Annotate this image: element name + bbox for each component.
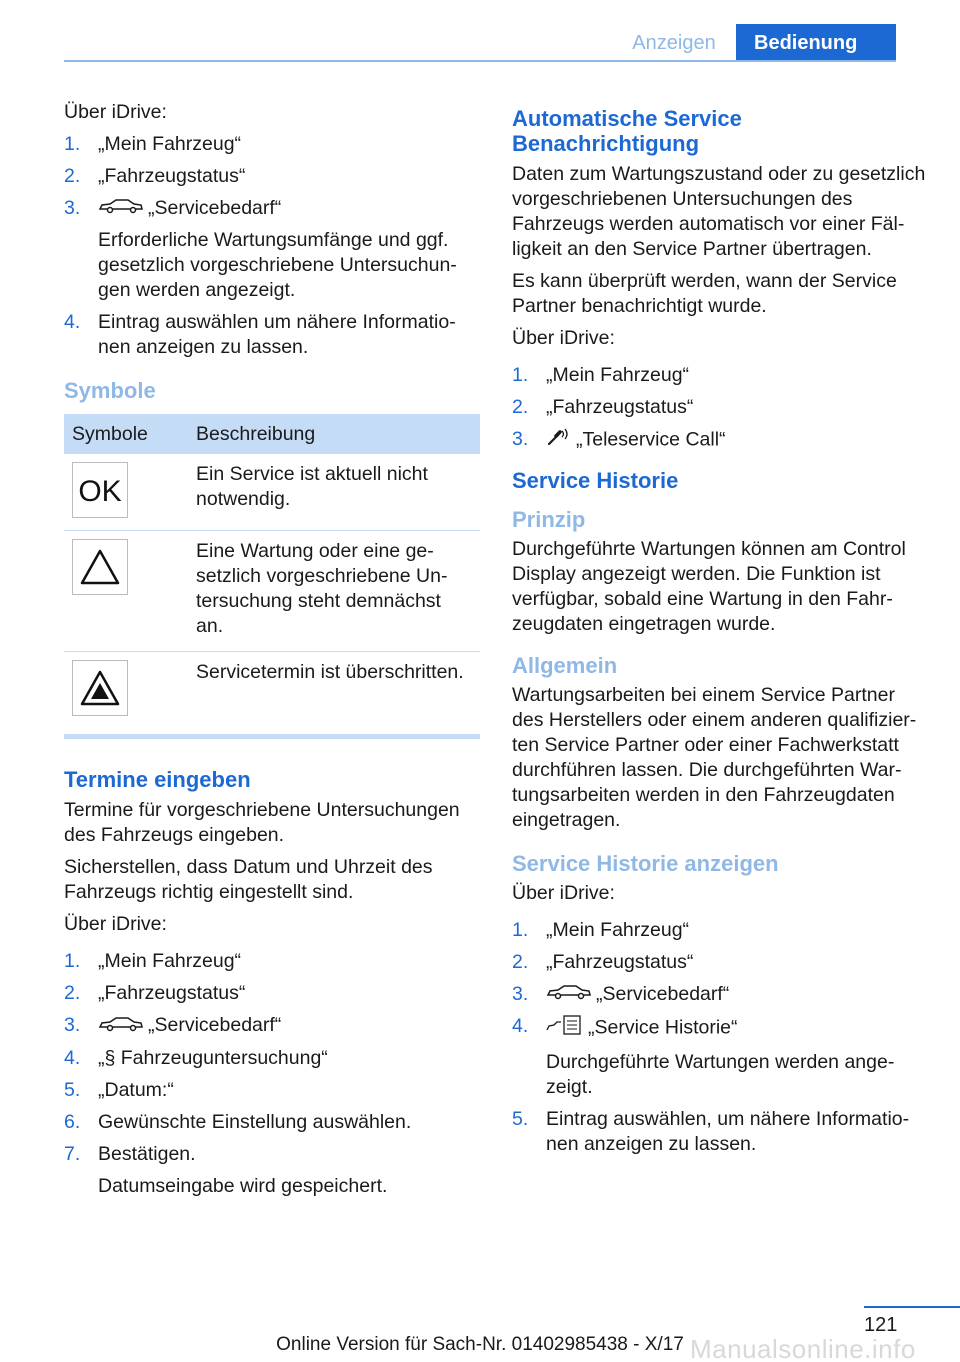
left-column [64,100,480,1206]
warning-triangle-icon [72,539,128,595]
description-cell: Eine Wartung oder eine gesetzlich vorgeschriebene Untersuchung steht demnächst an. [188,531,480,652]
historie-steps-list [512,918,928,1157]
list-item [512,1107,928,1157]
termine-intro: Über iDrive: [64,913,167,936]
termine-paragraph-1: Termine für vorgeschriebene Untersuchungen des Fahrzeugs eingeben. [64,799,460,847]
step-number: 1. [64,133,81,155]
description-cell: Ein Service ist aktuell nicht notwendig. [188,454,480,531]
step-text: Eintrag auswählen, um nähere Informationen anzeigen zu lassen. [546,1108,910,1156]
tab-anzeigen[interactable]: Anzeigen [632,32,716,54]
step-text: „Servicebedarf“ [596,983,730,1005]
step-number: 3. [64,1014,81,1037]
list-item [64,310,480,360]
table-row [64,652,480,729]
teleservice-steps-list [512,363,928,454]
step-number: 2. [512,951,529,973]
tab-bedienung[interactable]: Bedienung [736,24,896,62]
auto-service-heading: Automatische Service Benachrichtigung [512,106,742,156]
step-number: 3. [512,428,529,450]
table-bottom-rule [64,734,480,739]
symbol-cell [64,454,188,531]
step-number: 2. [512,396,529,418]
online-version-footer: Online Version für Sach-Nr. 01402985438 - X/17 [276,1334,684,1355]
step-number: 4. [512,1015,529,1038]
list-item [512,427,928,454]
list-item [64,1078,480,1103]
header-divider [64,60,896,62]
car-service-icon [546,982,592,1007]
step-number: 2. [64,982,81,1005]
step-number: 1. [64,950,81,973]
step-text: „Fahrzeugstatus“ [546,396,694,418]
step-number: 1. [512,364,529,386]
list-item [512,395,928,420]
intro-text: Über iDrive: [64,101,167,123]
watermark: Manualsonline.info [690,1334,916,1362]
auto-paragraph-1: Daten zum Wartungszustand oder zu gesetzlich vorgeschriebenen Untersuchungen des Fahrzeugs werden automatisch vor einer Fälligkeit an den Service Partner übertragen. [512,163,926,260]
step-text: „Mein Fahrzeug“ [98,133,242,155]
table-row [64,531,480,652]
table-header-row [64,414,480,454]
page-number-rule [864,1306,960,1308]
step-description: Erforderliche Wartungsumfänge und ggf. gesetzlich vorgeschriebene Untersuchungen werden angezeigt. [98,229,457,302]
step-number: 4. [64,311,81,334]
step-text: „Mein Fahrzeug“ [546,919,690,941]
list-item [512,950,928,975]
list-item [512,982,928,1007]
prinzip-paragraph: Durchgeführte Wartungen können am Control Display angezeigt werden. Die Funktion ist verfügbar, sobald eine Wartung in den Fahrzeugdaten eingetragen wurde. [512,538,906,635]
step-number: 6. [64,1110,81,1133]
step-text: „Fahrzeugstatus“ [546,951,694,973]
column-header-symbole: Symbole [64,414,188,454]
list-item [64,164,480,189]
service-history-icon [546,1014,584,1043]
step-text: Eintrag auswählen um nähere Informationen anzeigen zu lassen. [98,311,456,359]
auto-paragraph-2: Es kann überprüft werden, wann der Service Partner benachrichtigt wurde. [512,270,897,317]
termine-heading: Termine eingeben [64,767,251,793]
step-number: 5. [64,1078,81,1101]
overdue-triangle-icon [72,660,128,716]
step-text: „Mein Fahrzeug“ [546,364,690,386]
allgemein-heading: Allgemein [512,653,618,678]
service-steps-list [64,132,480,360]
symbol-cell [64,652,188,729]
step-number: 4. [64,1046,81,1069]
step-text: „Servicebedarf“ [148,1014,282,1037]
prinzip-heading: Prinzip [512,507,586,532]
column-header-beschreibung: Beschreibung [188,414,480,454]
car-service-icon [98,196,144,221]
termine-paragraph-2: Sicherstellen, dass Datum und Uhrzeit des Fahrzeugs richtig eingestellt sind. [64,856,433,904]
step-text: „Datum:“ [98,1078,174,1101]
step-description: Datumseingabe wird gespeichert. [98,1174,388,1197]
description-cell: Servicetermin ist überschritten. [196,661,464,684]
step-number: 3. [64,197,81,219]
teleservice-wrench-icon [546,427,572,454]
car-service-icon [98,1014,144,1039]
step-text: „Fahrzeugstatus“ [98,165,246,187]
list-item [512,918,928,943]
step-text: „Teleservice Call“ [576,428,726,451]
list-item [64,1142,480,1199]
step-text: „Mein Fahrzeug“ [98,950,242,973]
list-item [64,949,480,974]
list-item [512,1014,928,1100]
list-item [64,1110,480,1135]
svg-text:OK: OK [78,475,122,509]
table-row [64,454,480,531]
step-text: „Fahrzeugstatus“ [98,982,246,1005]
list-item [64,132,480,157]
anzeigen-intro: Über iDrive: [512,882,615,904]
step-number: 5. [512,1108,529,1131]
page-header [0,0,960,62]
list-item [64,196,480,303]
auto-intro: Über iDrive: [512,327,615,349]
right-column [512,100,928,1164]
list-item [64,981,480,1006]
symbols-table [64,414,480,728]
page-number: 121 [864,1314,898,1336]
service-historie-heading: Service Historie [512,468,679,493]
step-text: „§ Fahrzeuguntersuchung“ [98,1046,328,1069]
termine-steps-list [64,949,480,1198]
step-text: Gewünschte Einstellung auswählen. [98,1110,412,1133]
ok-icon [72,462,128,518]
step-number: 1. [512,919,529,941]
symbol-cell [64,531,188,652]
list-item [512,363,928,388]
list-item [64,1046,480,1071]
historie-anzeigen-heading: Service Historie anzeigen [512,851,779,876]
step-number: 7. [64,1142,81,1165]
step-text: „Servicebedarf“ [148,197,282,219]
step-number: 2. [64,165,81,187]
step-text: „Service Historie“ [588,1017,738,1039]
list-item [64,1013,480,1038]
symbole-heading: Symbole [64,378,156,404]
allgemein-paragraph: Wartungsarbeiten bei einem Service Partner des Herstellers oder einem anderen qualifizierten Service Partner oder einer Fachwerkstatt durchführen lassen. Die durchgeführten Wartungsarbeiten werden in den Fahrzeugdaten eingetragen. [512,684,917,831]
step-number: 3. [512,983,529,1005]
step-text: Bestätigen. [98,1142,196,1165]
step-description: Durchgeführte Wartungen werden angezeigt. [546,1051,895,1099]
